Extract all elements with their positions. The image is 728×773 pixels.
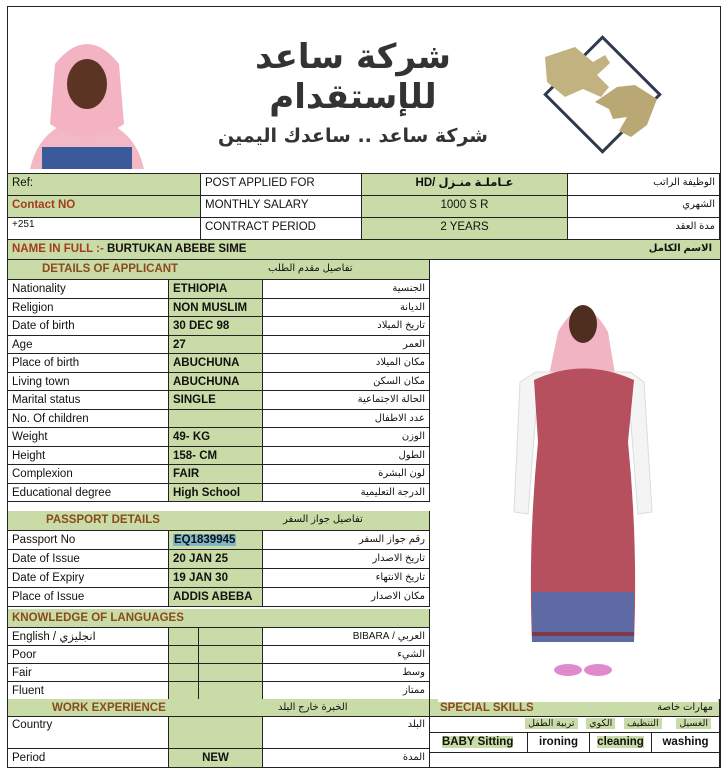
passport-section-title: PASSPORT DETAILS	[46, 514, 160, 526]
passport-row-value-text: 19 JAN 30	[173, 572, 228, 584]
arabic-level-cell	[199, 628, 263, 646]
passport-row-label-ar: رقم جواز السفر	[263, 531, 430, 550]
language-level-label: Fair	[8, 664, 169, 682]
english-level-value	[169, 646, 199, 664]
applicant-row-label: Weight	[8, 428, 169, 447]
contract-label-ar: مدة العقد	[568, 218, 720, 240]
arabic-label: العربي / BIBARA	[263, 628, 430, 646]
skills-section-title-ar: مهارات خاصة	[657, 702, 713, 713]
applicant-row	[8, 317, 430, 336]
passport-row-label-ar: تاريخ الانتهاء	[263, 569, 430, 588]
passport-row	[8, 588, 430, 607]
passport-section-header	[8, 511, 430, 531]
skills-empty-cell	[430, 753, 720, 768]
period-label-ar: المدة	[263, 749, 430, 768]
language-level-label-ar: ممتاز	[263, 682, 430, 700]
applicant-row-label-ar: الحالة الاجتماعية	[263, 391, 430, 410]
applicant-row-label: No. Of children	[8, 410, 169, 429]
applicant-row-value-text: 30 DEC 98	[173, 320, 230, 332]
english-level-value	[169, 682, 199, 700]
ref-label: Ref:	[8, 174, 201, 196]
hands-logo-icon	[535, 27, 670, 162]
skill-ar-3: الكوي	[586, 718, 615, 729]
company-brand	[168, 37, 538, 147]
passport-row-label: Date of Expiry	[8, 569, 169, 588]
skills-ar-row	[430, 717, 720, 733]
work-header-cell	[8, 699, 430, 717]
applicant-row-value	[169, 299, 263, 318]
full-name-label-ar: الاسم الكامل	[648, 243, 712, 254]
applicant-row-value	[169, 391, 263, 410]
applicant-row-label: Living town	[8, 373, 169, 392]
passport-row	[8, 550, 430, 569]
skill-item-2: ironing	[539, 736, 578, 748]
skill-ar-1: الغسيل	[676, 718, 711, 729]
applicant-header-cell	[8, 260, 430, 280]
applicant-row-value-text: FAIR	[173, 468, 200, 480]
work-country-row	[8, 717, 430, 749]
contact-value: +251	[8, 218, 201, 240]
applicant-photo-portrait	[20, 29, 154, 169]
post-label: POST APPLIED FOR	[201, 174, 362, 196]
skill-item-4: washing	[662, 736, 709, 748]
applicant-photo-full-body	[438, 262, 718, 702]
passport-row-label: Passport No	[8, 531, 169, 550]
skill-cell-4	[652, 733, 720, 753]
skill-cell-3	[590, 733, 652, 753]
applicant-row-value-text: High School	[173, 486, 241, 499]
applicant-row-value-text: 27	[173, 338, 186, 351]
skill-cell-1	[430, 733, 528, 753]
language-level-row	[8, 682, 430, 700]
applicant-row-label-ar: الوزن	[263, 428, 430, 447]
applicant-row-value	[169, 410, 263, 429]
work-section-title: WORK EXPERIENCE	[52, 702, 166, 714]
applicant-row-label-ar: لون البشرة	[263, 465, 430, 484]
applicant-row-label: Date of birth	[8, 317, 169, 336]
passport-row-value-text: ADDIS ABEBA	[173, 591, 253, 603]
applicant-row-label-ar: الدرجة التعليمية	[263, 484, 430, 503]
applicant-section-title-ar: تفاصيل مقدم الطلب	[268, 263, 353, 274]
passport-section-title-ar: تفاصيل جواز السفر	[283, 514, 363, 525]
applicant-row-label: Educational degree	[8, 484, 169, 503]
language-level-label: Fluent	[8, 682, 169, 700]
applicant-row-label: Marital status	[8, 391, 169, 410]
period-label: Period	[8, 749, 169, 768]
salary-label-ar: الشهري	[568, 196, 720, 218]
full-name-value: BURTUKAN ABEBE SIME	[106, 243, 247, 255]
passport-row	[8, 531, 430, 550]
passport-row-value-text: 20 JAN 25	[173, 553, 228, 565]
language-level-label: Poor	[8, 646, 169, 664]
arabic-level-value	[199, 682, 263, 700]
country-value	[169, 717, 263, 749]
applicant-row-label: Place of birth	[8, 354, 169, 373]
language-level-row	[8, 664, 430, 682]
languages-header-row	[8, 628, 430, 646]
skill-cell-2	[528, 733, 590, 753]
contract-value: 2 YEARS	[362, 218, 568, 240]
form-header	[8, 7, 720, 174]
applicant-row-value	[169, 465, 263, 484]
applicant-row-label: Nationality	[8, 280, 169, 299]
applicant-row	[8, 484, 430, 503]
skill-item-1: BABY Sitting	[442, 736, 514, 748]
contract-row	[8, 218, 720, 240]
applicant-row-value	[169, 354, 263, 373]
applicant-row-value-text: 49- KG	[173, 431, 211, 443]
passport-header-cell	[8, 511, 430, 531]
applicant-row-value-text: 158- CM	[173, 449, 218, 462]
salary-value: 1000 S R	[362, 196, 568, 218]
applicant-row-value	[169, 447, 263, 466]
applicant-row-label: Complexion	[8, 465, 169, 484]
applicant-row-value-text: ABUCHUNA	[173, 357, 240, 369]
applicant-row-value	[169, 280, 263, 299]
work-section-title-ar: الخبرة خارج البلد	[278, 702, 348, 713]
post-value: HD/ عـاملـة منـزل	[362, 174, 568, 196]
applicant-row-value	[169, 484, 263, 503]
applicant-row-value-text: ETHIOPIA	[173, 283, 228, 295]
applicant-row	[8, 373, 430, 392]
applicant-row-label-ar: الطول	[263, 447, 430, 466]
skills-en-row	[430, 733, 720, 753]
contract-label: CONTRACT PERIOD	[201, 218, 362, 240]
passport-row-label: Place of Issue	[8, 588, 169, 607]
applicant-row	[8, 410, 430, 429]
passport-row-value	[169, 550, 263, 569]
work-period-row	[8, 749, 430, 768]
skills-ar-cell	[430, 717, 720, 733]
post-row	[8, 174, 720, 196]
language-level-label-ar: الشيء	[263, 646, 430, 664]
applicant-row-value	[169, 336, 263, 355]
applicant-row-label-ar: مكان السكن	[263, 373, 430, 392]
applicant-row-label: Religion	[8, 299, 169, 318]
passport-row-value	[169, 531, 263, 550]
full-name-cell	[8, 240, 720, 260]
passport-row-value	[169, 569, 263, 588]
applicant-row	[8, 428, 430, 447]
full-name-label: NAME IN FULL :-	[12, 243, 104, 255]
applicant-row	[8, 391, 430, 410]
applicant-row	[8, 280, 430, 299]
applicant-row	[8, 465, 430, 484]
passport-row-label-ar: تاريخ الاصدار	[263, 550, 430, 569]
contact-label: Contact NO	[8, 196, 201, 218]
applicant-row-value	[169, 317, 263, 336]
skill-item-3: cleaning	[597, 736, 644, 748]
applicant-row-label-ar: العمر	[263, 336, 430, 355]
applicant-row-label-ar: الديانة	[263, 299, 430, 318]
passport-row	[8, 569, 430, 588]
applicant-row-value-text: ABUCHUNA	[173, 375, 240, 388]
applicant-section-title: DETAILS OF APPLICANT	[42, 263, 179, 275]
passport-row-value	[169, 588, 263, 607]
applicant-row-value-text: NON MUSLIM	[173, 301, 248, 314]
languages-section-title: KNOWLEDGE OF LANGUAGES	[8, 609, 430, 628]
applicant-row	[8, 354, 430, 373]
applicant-row	[8, 447, 430, 466]
passport-row-label-ar: مكان الاصدار	[263, 588, 430, 607]
language-level-row	[8, 646, 430, 664]
applicant-row-label-ar: تاريخ الميلاد	[263, 317, 430, 336]
applicant-row-label-ar: مكان الميلاد	[263, 354, 430, 373]
company-slogan: شركة ساعد .. ساعدك اليمين	[218, 125, 488, 147]
english-label: English / انجليزي	[8, 628, 169, 646]
country-label-ar: البلد	[263, 717, 430, 749]
applicant-row	[8, 299, 430, 318]
arabic-level-value	[199, 664, 263, 682]
applicant-row-label: Height	[8, 447, 169, 466]
applicant-row-label-ar: عدد الاطفال	[263, 410, 430, 429]
skills-section-title: SPECIAL SKILLS	[440, 702, 534, 714]
applicant-section-header	[8, 260, 430, 280]
skills-empty-row	[430, 753, 720, 768]
salary-label: MONTHLY SALARY	[201, 196, 362, 218]
applicant-row-label: Age	[8, 336, 169, 355]
period-value: NEW	[169, 749, 263, 768]
company-name: شركة ساعد للإستقدام	[255, 37, 451, 117]
salary-row	[8, 196, 720, 218]
passport-row-label: Date of Issue	[8, 550, 169, 569]
application-form	[7, 6, 721, 768]
skill-ar-2: التنظيف	[624, 718, 662, 729]
english-level-cell	[169, 628, 199, 646]
languages-section-header	[8, 609, 430, 628]
applicant-row-label-ar: الجنسية	[263, 280, 430, 299]
english-level-value	[169, 664, 199, 682]
full-name-row	[8, 240, 720, 260]
country-label: Country	[8, 717, 169, 749]
passport-row-value-text: EQ1839945	[174, 534, 236, 546]
applicant-row-value-text: SINGLE	[173, 394, 216, 406]
arabic-level-value	[199, 646, 263, 664]
post-label-ar: الوظيفة الراتب	[568, 174, 720, 196]
applicant-row	[8, 336, 430, 355]
language-level-label-ar: وسط	[263, 664, 430, 682]
applicant-row-value	[169, 373, 263, 392]
applicant-row-value	[169, 428, 263, 447]
skill-ar-4: تربية الطفل	[525, 718, 577, 729]
